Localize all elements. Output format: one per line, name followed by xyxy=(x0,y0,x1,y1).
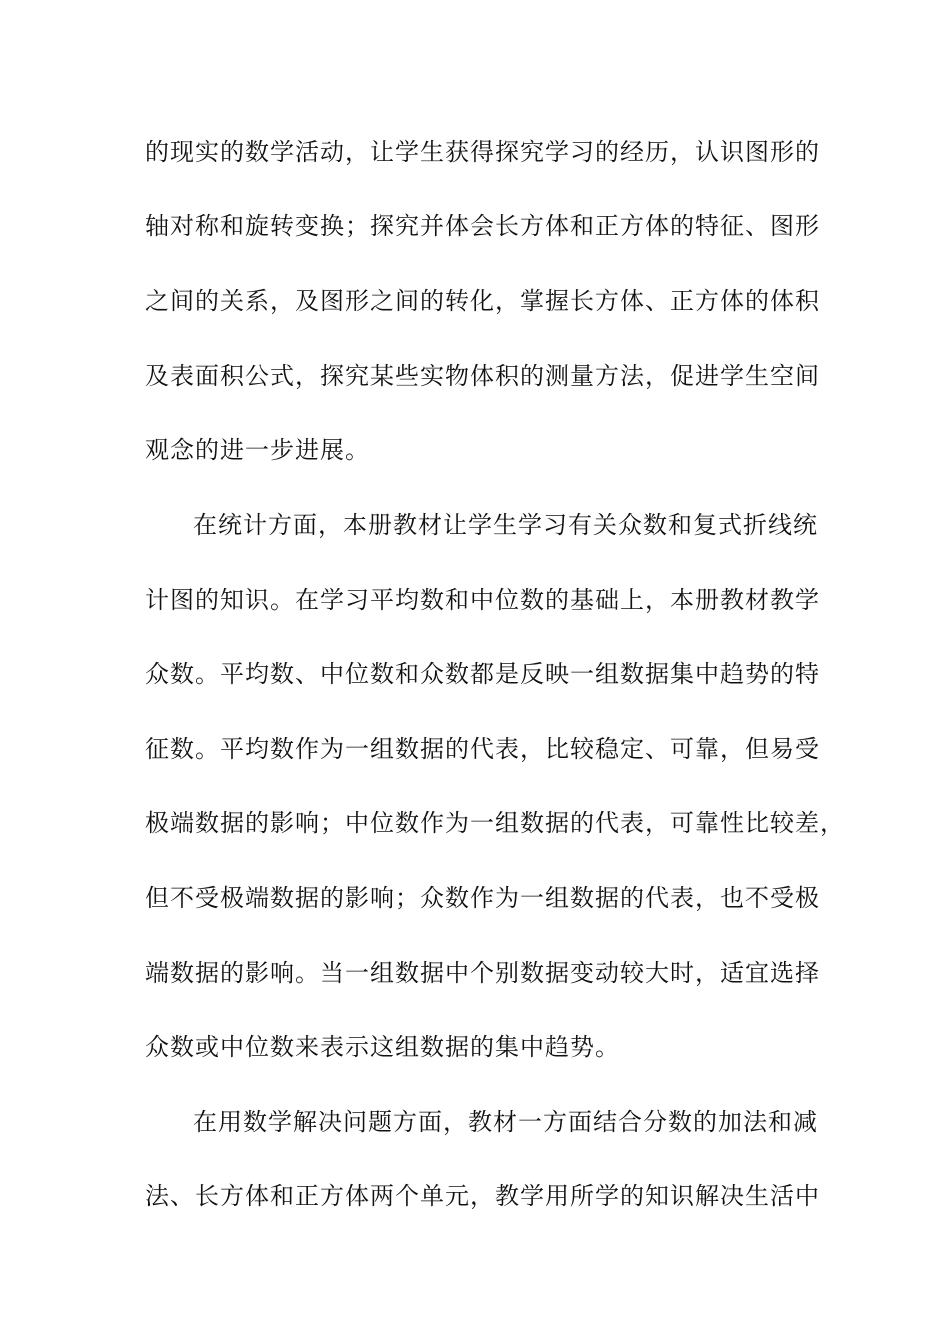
text-line: 端数据的影响。当一组数据中个别数据变动较大时，适宜选择 xyxy=(145,959,820,987)
text-line: 法、长方体和正方体两个单元，教学用所学的知识解决生活中 xyxy=(145,1182,820,1210)
text-line: 的现实的数学活动，让学生获得探究学习的经历，认识图形的 xyxy=(145,138,820,166)
text-line: 观念的进一步进展。 xyxy=(145,436,370,464)
text-line: 计图的知识。在学习平均数和中位数的基础上，本册教材教学 xyxy=(145,586,820,614)
text-line: 众数或中位数来表示这组数据的集中趋势。 xyxy=(145,1033,620,1061)
text-line: 及表面积公式，探究某些实物体积的测量方法，促进学生空间 xyxy=(145,362,820,390)
text-line: 但不受极端数据的影响；众数作为一组数据的代表，也不受极 xyxy=(145,884,820,912)
text-line: 征数。平均数作为一组数据的代表，比较稳定、可靠，但易受 xyxy=(145,735,820,763)
text-line: 极端数据的影响；中位数作为一组数据的代表，可靠性比较差， xyxy=(145,809,845,837)
paragraph-start-line: 在统计方面，本册教材让学生学习有关众数和复式折线统 xyxy=(193,511,818,539)
text-line: 众数。平均数、中位数和众数都是反映一组数据集中趋势的特 xyxy=(145,660,820,688)
text-line: 轴对称和旋转变换；探究并体会长方体和正方体的特征、图形 xyxy=(145,212,820,240)
text-line: 之间的关系，及图形之间的转化，掌握长方体、正方体的体积 xyxy=(145,287,820,315)
paragraph-start-line: 在用数学解决问题方面，教材一方面结合分数的加法和减 xyxy=(193,1108,818,1136)
